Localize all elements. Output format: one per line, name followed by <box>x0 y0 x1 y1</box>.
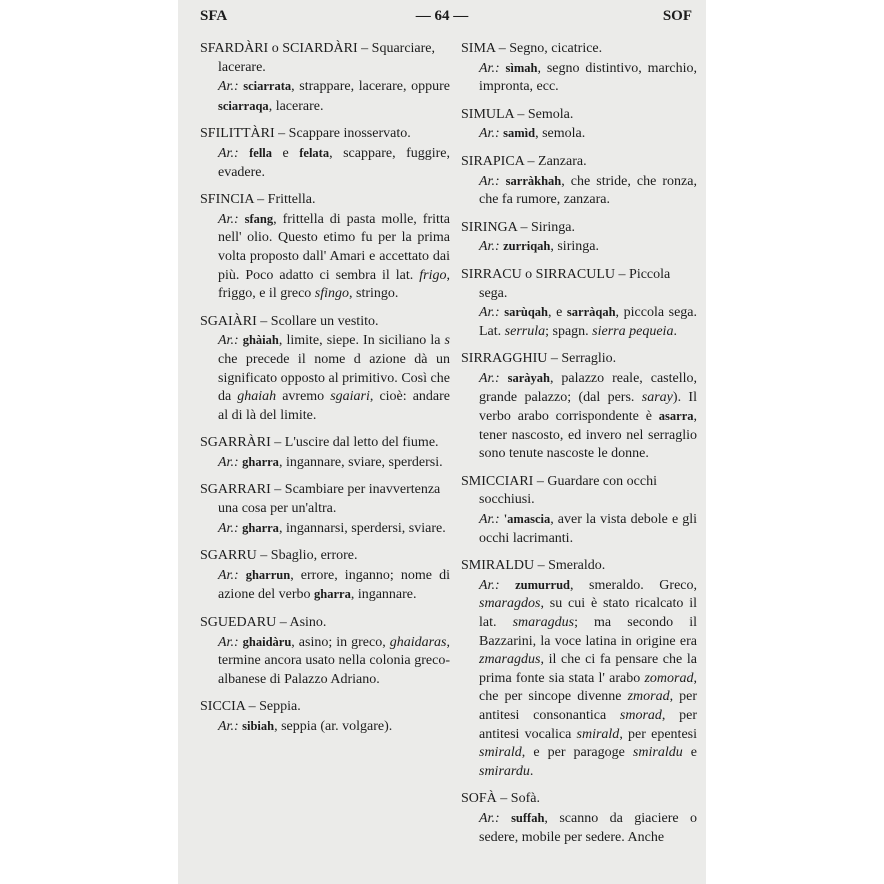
entry-headword: SGARRU – Sbaglio, errore. <box>200 548 358 564</box>
entry-headword: SFILITTÀRI – Scappare inosservato. <box>200 126 411 142</box>
definition-text <box>500 371 508 386</box>
definition-text: , scappare, fuggire, evadere. <box>218 145 450 180</box>
definition-text: , per antitesi consonantica <box>479 689 697 723</box>
entry-headword: SMIRALDU – Smeraldo. <box>461 558 606 574</box>
definition-text: , e per paragoge <box>521 745 633 761</box>
entry-definition <box>461 124 697 144</box>
arabic-label: Ar.: <box>479 60 500 76</box>
definition-text: , smeraldo. Greco, <box>570 577 697 593</box>
definition-text <box>239 146 250 161</box>
cited-form: saray <box>641 389 673 405</box>
arabic-label: Ar.: <box>218 211 239 227</box>
definition-text: avremo <box>276 389 331 405</box>
arabic-etymon: sìmah <box>505 60 538 75</box>
entry-definition <box>200 210 450 304</box>
cited-form: smaragdus <box>512 615 575 631</box>
header-right-guideword: SOF <box>662 8 692 24</box>
header-left-guideword: SFA <box>200 8 228 24</box>
dictionary-entry <box>200 191 450 304</box>
arabic-etymon: ghàiah <box>242 333 279 348</box>
entry-headword: SIRRACU o SIRRACULU – Piccola sega. <box>461 266 671 301</box>
arabic-label: Ar.: <box>479 173 500 189</box>
arabic-label: Ar.: <box>218 454 239 470</box>
arabic-etymon: fella <box>249 145 273 160</box>
definition-text: , che per sincope divenne <box>479 670 697 705</box>
arabic-label: Ar.: <box>479 810 500 826</box>
arabic-label: Ar.: <box>479 577 500 593</box>
arabic-etymon: samìd <box>503 126 536 141</box>
entry-definition <box>200 633 450 690</box>
definition-text: che precede il nome d azione dà un significato opposto al primitivo. Così che da <box>218 351 450 405</box>
entry-headword: SIMULA – Semola. <box>461 106 574 122</box>
left-column <box>200 40 450 746</box>
definition-text: ). Il verbo arabo corrispondente è <box>479 389 697 425</box>
definition-text: , strappare, lacerare, oppure <box>291 79 450 95</box>
dictionary-entry <box>461 790 697 847</box>
entry-definition <box>461 369 697 464</box>
arabic-etymon: sarràkhah <box>505 173 562 188</box>
entry-headword: SIRAPICA – Zanzara. <box>461 153 587 169</box>
cited-form: sfingo <box>314 286 350 302</box>
dictionary-entry <box>461 153 697 210</box>
definition-text: , asino; in greco, <box>291 634 390 650</box>
cited-form: smirald <box>479 745 522 761</box>
definition-text: , errore, inganno; nome di azione del verbo <box>218 567 451 603</box>
definition-text: , aver la vista debole e gli occhi lacrimanti. <box>479 512 697 546</box>
entry-definition <box>461 510 697 548</box>
entry-headword: SMICCIARI – Guardare con occhi socchiusi. <box>461 473 657 508</box>
definition-text: ; ma secondo il Bazzarini, la voce latina in origine era <box>479 615 697 649</box>
definition-text: , tener nascosto, ed invero nel serraglio sono tenute nascoste le donne. <box>479 409 697 462</box>
arabic-etymon: zumurrud <box>515 577 570 592</box>
definition-text: , scanno da giaciere o sedere, mobile per sedere. Anche <box>479 810 698 845</box>
cited-form: s <box>444 333 450 349</box>
entry-headword: SOFÀ – Sofà. <box>461 791 540 807</box>
arabic-etymon: sarràqah <box>566 305 616 320</box>
dictionary-entry <box>200 434 450 472</box>
arabic-etymon: ghaidàru <box>242 634 292 649</box>
entry-headword: SFARDÀRI o SCIARDÀRI – Squarciare, lacerare. <box>200 41 436 75</box>
arabic-label: Ar.: <box>218 634 239 650</box>
entry-definition <box>200 331 450 425</box>
entry-headword: SIMA – Segno, cicatrice. <box>461 41 603 56</box>
arabic-etymon: zurriqah <box>503 239 551 254</box>
definition-text: , ingannarsi, sperdersi, sviare. <box>278 520 446 536</box>
definition-text: , lacerare. <box>268 98 324 114</box>
definition-text: , e <box>548 305 567 321</box>
definition-text: , friggo, e il greco <box>218 267 450 302</box>
arabic-label: Ar.: <box>218 520 239 536</box>
dictionary-entry <box>461 106 697 144</box>
cited-form: frigo <box>419 267 447 283</box>
arabic-etymon: gharra <box>314 587 351 602</box>
definition-text: , palazzo reale, castello, grande palazzo; (dal pers. <box>479 370 697 405</box>
dictionary-entry <box>200 614 450 689</box>
arabic-etymon: suffah <box>511 810 545 825</box>
cited-form: smorad <box>619 708 662 723</box>
cited-form: ghaiah <box>237 389 277 405</box>
dictionary-entry <box>200 125 450 182</box>
dictionary-entry <box>200 40 450 116</box>
right-column <box>461 40 697 856</box>
entry-headword: SGAIÀRI – Scollare un vestito. <box>200 313 379 329</box>
arabic-etymon: sciarraqa <box>218 98 269 113</box>
page-number: — 64 — <box>415 8 469 24</box>
definition-text: , il che ci fa pensare che la prima fonte sia stata l' arabo <box>479 652 697 686</box>
dictionary-entry <box>461 557 697 781</box>
cited-form: zomorad <box>644 670 694 686</box>
entry-headword: SICCIA – Seppia. <box>200 699 301 715</box>
definition-text <box>500 578 516 593</box>
definition-text <box>239 568 246 583</box>
entry-definition <box>200 453 450 473</box>
arabic-etymon: sibiah <box>242 719 275 733</box>
entry-definition <box>461 172 697 210</box>
entry-definition <box>200 566 450 605</box>
dictionary-entry <box>461 473 697 548</box>
arabic-label: Ar.: <box>218 333 239 349</box>
cited-form: zmorad <box>627 689 670 705</box>
definition-text: , frittella di pasta molle, fritta nell' olio. Questo etimo fu per la prima volta proposto dall' Amari e accettato dai più. Poco adatto ci sembra il lat. <box>218 211 451 283</box>
arabic-label: Ar.: <box>479 239 500 255</box>
entry-definition <box>200 144 450 182</box>
definition-text: e <box>682 745 697 761</box>
arabic-etymon: sarùqah <box>504 305 548 320</box>
dictionary-entry <box>461 219 697 257</box>
definition-text: ; spagn. <box>545 323 593 339</box>
entry-definition <box>461 59 697 97</box>
arabic-etymon: gharrun <box>245 567 291 582</box>
definition-text: , siringa. <box>550 239 599 255</box>
entry-definition <box>461 809 697 847</box>
arabic-label: Ar.: <box>218 79 239 95</box>
definition-text: , per antitesi vocalica <box>479 708 697 742</box>
dictionary-entry <box>461 350 697 464</box>
dictionary-page <box>178 0 706 884</box>
entry-definition <box>461 576 697 782</box>
definition-text: , ingannare. <box>350 587 417 603</box>
definition-text: . <box>673 323 677 339</box>
definition-text: . <box>529 763 534 779</box>
cited-form: sierra pequeia <box>592 323 674 339</box>
definition-text: , che stride, che ronza, che fa rumore, zanzara. <box>479 173 697 208</box>
arabic-etymon: asarra <box>658 409 694 424</box>
definition-text: , cioè: andare al di là del limite. <box>218 389 450 423</box>
definition-text: , ingannare, sviare, sperdersi. <box>278 454 443 470</box>
definition-text: , seppia (ar. volgare). <box>274 719 393 734</box>
arabic-label: Ar.: <box>218 567 239 583</box>
dictionary-entry <box>461 40 697 97</box>
arabic-etymon: sciarrata <box>243 79 292 94</box>
cited-form: sgaiari <box>330 389 370 405</box>
dictionary-entry <box>200 698 450 736</box>
entry-headword: SGUEDARU – Asino. <box>200 615 327 631</box>
dictionary-entry <box>200 481 450 538</box>
entry-definition <box>461 303 697 341</box>
cited-form: smirald <box>576 726 620 742</box>
arabic-etymon: felata <box>299 145 330 160</box>
arabic-etymon: sfang <box>244 211 274 226</box>
cited-form: smirardu <box>479 763 530 779</box>
definition-text: , semola. <box>535 126 586 142</box>
dictionary-entry <box>461 266 697 341</box>
cited-form: smiraldu <box>632 745 683 761</box>
cited-form: zmaragdus <box>479 652 541 668</box>
entry-headword: SGARRARI – Scambiare per inavvertenza una cosa per un'altra. <box>200 482 441 517</box>
running-header <box>178 8 706 30</box>
arabic-label: Ar.: <box>479 126 500 142</box>
dictionary-entry <box>200 313 450 426</box>
definition-text: e <box>272 145 300 161</box>
cited-form: ghaidaras <box>389 634 447 650</box>
arabic-etymon: saràyah <box>507 370 550 385</box>
arabic-label: Ar.: <box>218 719 239 734</box>
definition-text: , piccola sega. Lat. <box>479 305 698 339</box>
definition-text: , limite, siepe. In siciliano la <box>278 333 445 349</box>
definition-text: , per epentesi <box>619 726 697 742</box>
arabic-etymon: gharra <box>242 520 279 535</box>
arabic-label: Ar.: <box>479 370 500 386</box>
entry-headword: SIRINGA – Siringa. <box>461 219 575 235</box>
entry-definition <box>461 237 697 257</box>
definition-text: , termine ancora usato nella colonia greco-albanese di Palazzo Adriano. <box>218 634 451 687</box>
definition-text: , stringo. <box>349 286 399 302</box>
definition-text <box>500 811 511 826</box>
entry-headword: SIRRAGGHIU – Serraglio. <box>461 351 617 367</box>
cited-form: smaragdos <box>479 596 541 612</box>
arabic-label: Ar.: <box>218 145 239 161</box>
entry-definition <box>200 77 450 116</box>
entry-headword: SFINCIA – Frittella. <box>200 192 316 208</box>
entry-headword: SGARRÀRI – L'uscire dal letto del fiume. <box>200 435 439 451</box>
entry-definition <box>200 519 450 539</box>
entry-definition <box>200 717 450 737</box>
arabic-label: Ar.: <box>479 305 500 321</box>
arabic-etymon: 'amascia <box>503 512 551 527</box>
dictionary-entry <box>200 547 450 605</box>
definition-text: , su cui è stato ricalcato il lat. <box>479 596 697 631</box>
definition-text: , segno distintivo, marchio, impronta, ecc. <box>479 60 697 95</box>
arabic-label: Ar.: <box>479 512 500 528</box>
arabic-etymon: gharra <box>242 454 279 469</box>
cited-form: serrula <box>504 323 546 339</box>
